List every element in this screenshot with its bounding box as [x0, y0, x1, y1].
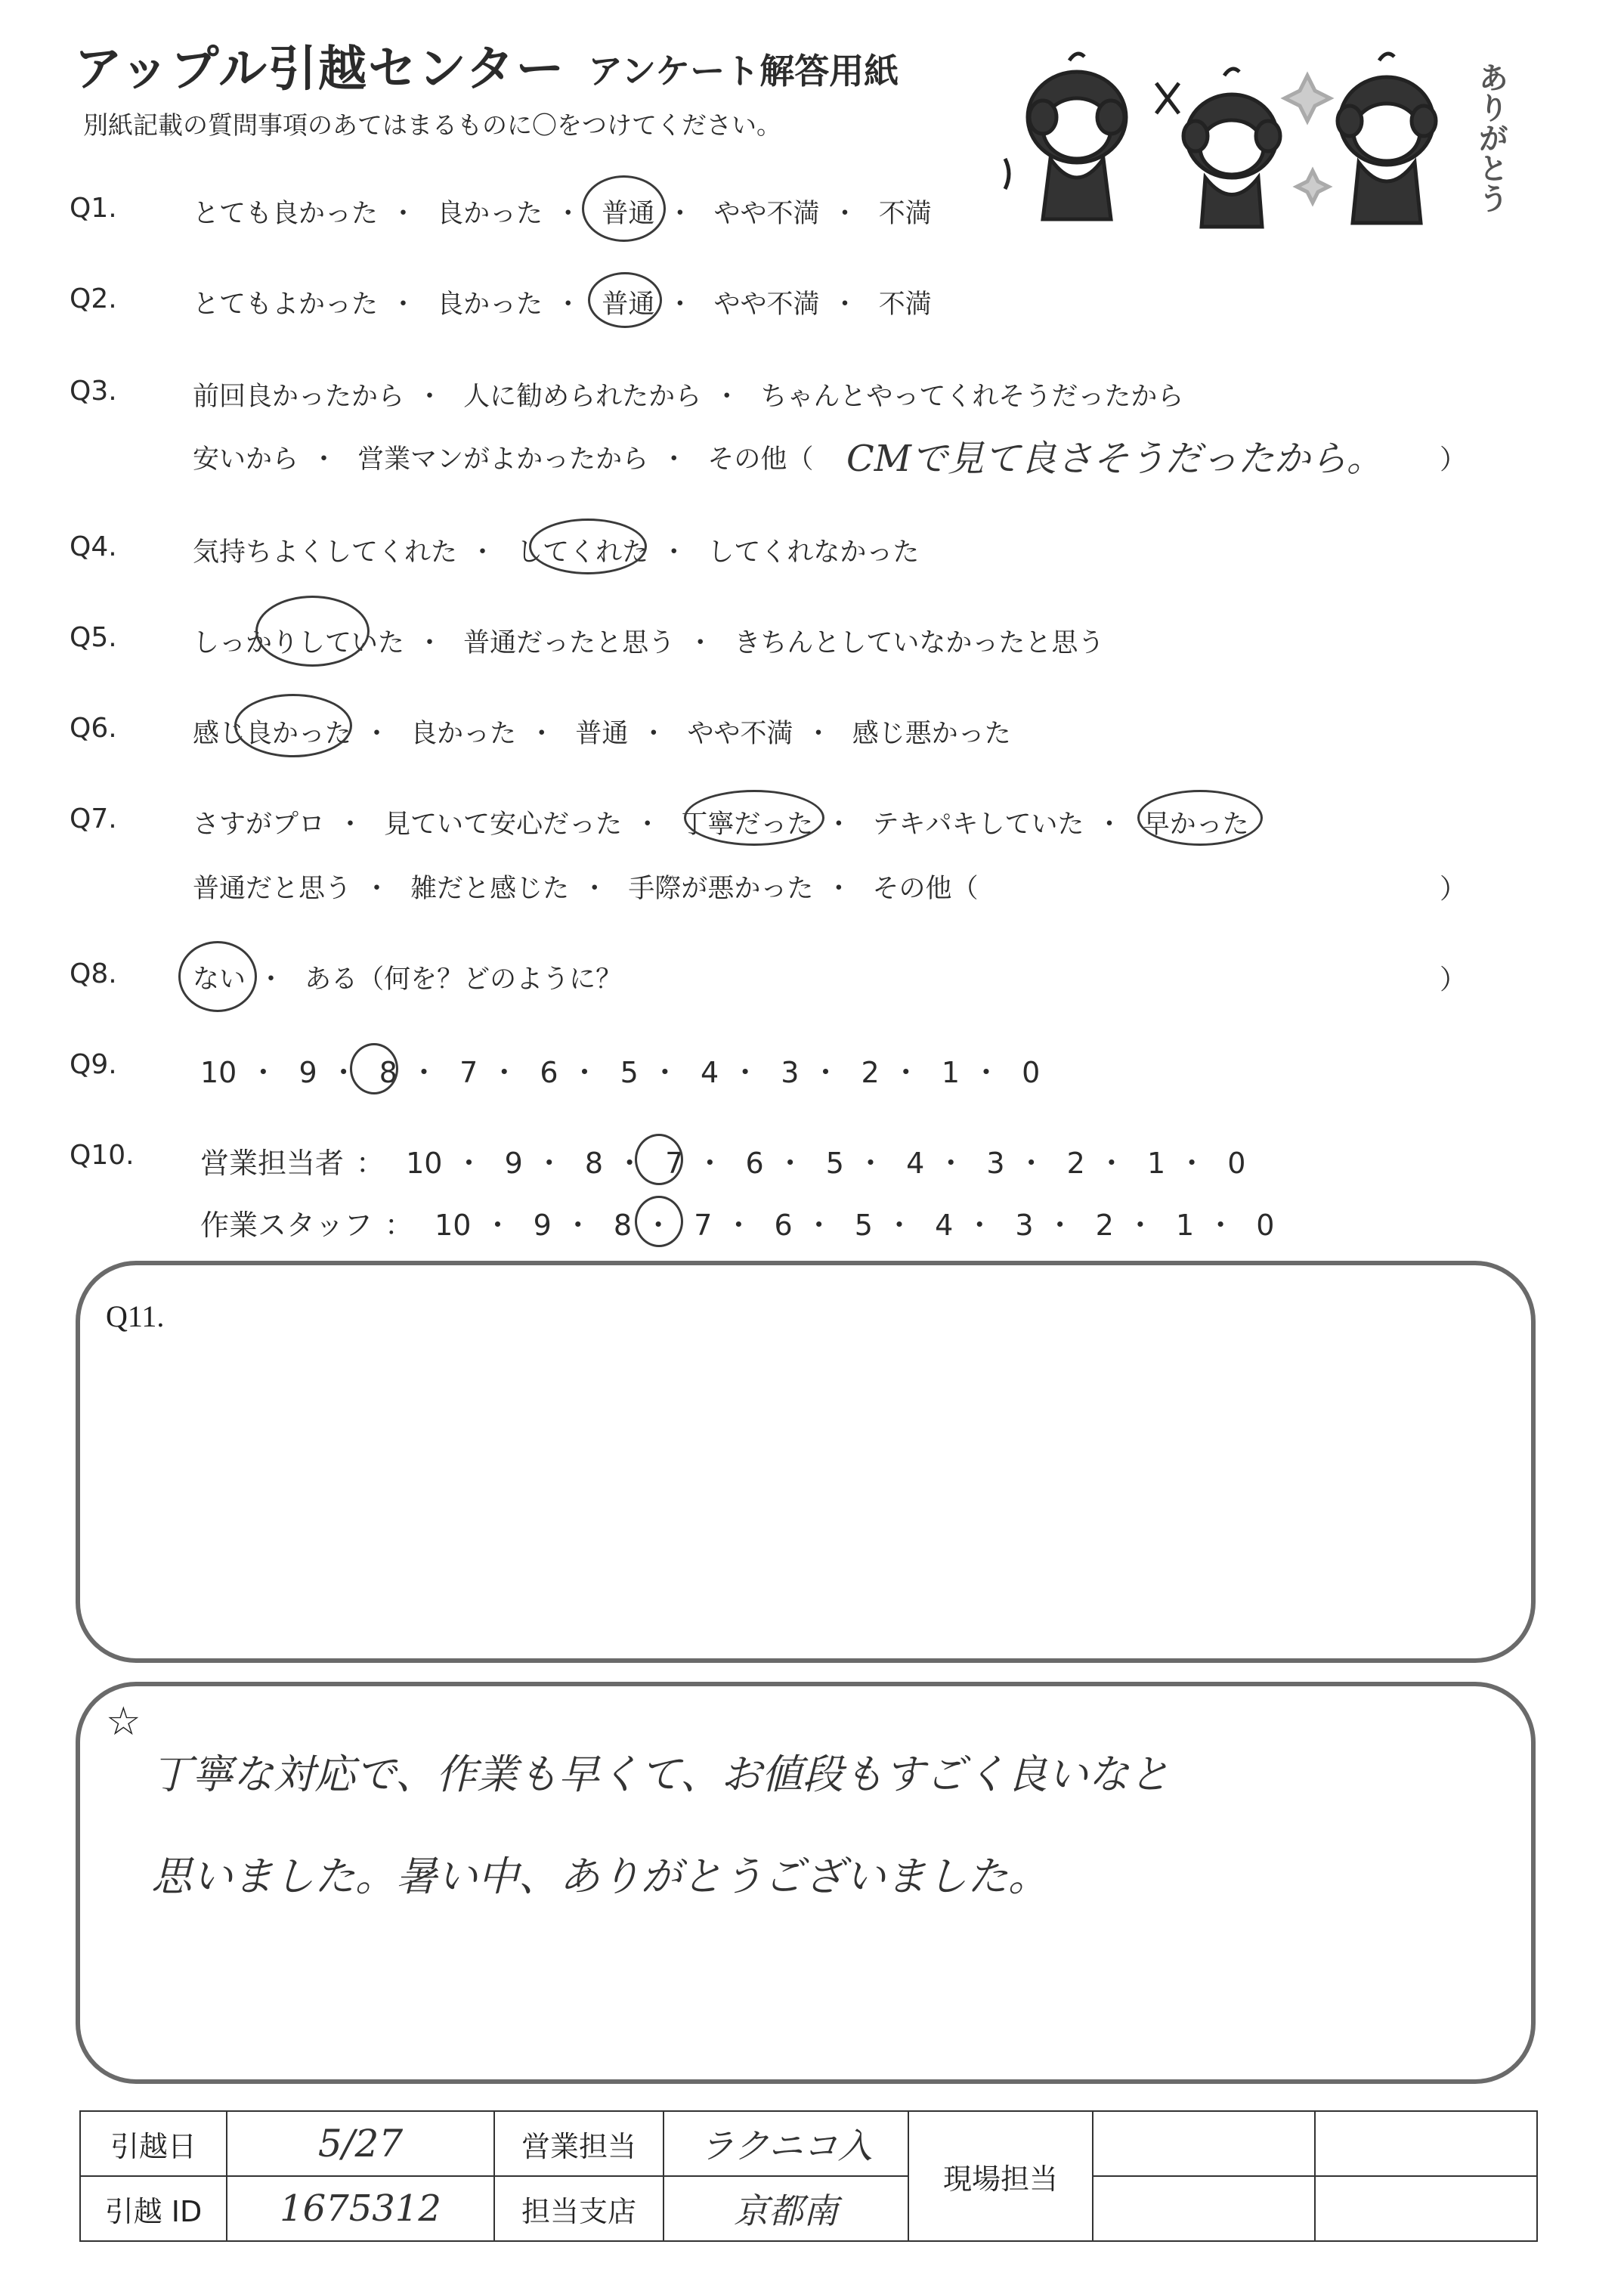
q10-option[interactable]: 5 — [825, 1147, 844, 1180]
q1-option[interactable]: やや不満 — [713, 199, 820, 229]
q7-paren-close: ） — [1440, 874, 1468, 905]
company-title: アップル引越センター — [74, 42, 566, 98]
q1-option[interactable]: とても良かった — [193, 199, 379, 229]
q1-option[interactable]: 良かった — [437, 199, 543, 229]
q1-options: とても良かった ・ 良かった ・ 普通 ・ やや不満 ・ 不満 — [193, 199, 932, 229]
q9-option[interactable]: 1 — [941, 1056, 960, 1089]
q7-options-line2: 普通だと思う ・ 雑だと感じた ・ 手際が悪かった ・ その他（ — [193, 874, 979, 904]
q6-option[interactable]: 普通 — [575, 719, 629, 749]
q4-option[interactable]: してくれなかった — [707, 537, 920, 568]
q9-option[interactable]: 5 — [620, 1056, 639, 1089]
q3-option[interactable]: 営業マンがよかったから — [357, 444, 649, 475]
q9-option[interactable]: 10 — [200, 1056, 237, 1089]
q10-option[interactable]: 4 — [935, 1209, 954, 1242]
q6-options: 感じ良かった ・ 良かった ・ 普通 ・ やや不満 ・ 感じ悪かった — [193, 719, 1011, 749]
comment-line-2[interactable]: 思いました。暑い中、ありがとうございました。 — [151, 1853, 1049, 1900]
q10-option[interactable]: 4 — [906, 1147, 925, 1180]
branch-value[interactable] — [664, 2176, 908, 2241]
q9-option-selected[interactable]: 8 — [379, 1056, 397, 1089]
q10-option[interactable]: 1 — [1175, 1209, 1195, 1242]
sales-label: 営業担当 — [494, 2111, 664, 2176]
q10-row-name: 作業スタッフ — [200, 1209, 373, 1242]
q6-option[interactable]: 感じ悪かった — [852, 719, 1011, 749]
thanks-text: ありがとう — [1474, 62, 1508, 213]
q3-other-text[interactable]: CMで見て良さそうだったから。 — [846, 438, 1383, 480]
q11-box[interactable] — [76, 1261, 1536, 1663]
q10-option[interactable]: 10 — [435, 1209, 472, 1242]
q5-option[interactable]: きちんとしていなかったと思う — [734, 628, 1105, 658]
q5-option-selected[interactable]: しっかりしていた — [193, 628, 405, 658]
q3-option[interactable]: 安いから — [193, 444, 299, 475]
q9-options: 10 ・ 9 ・ 8 ・ 7 ・ 6 ・ 5 ・ 4 ・ 3 ・ 2 ・ 1 ・ 0 — [200, 1056, 1041, 1089]
q10-row-staff: 作業スタッフ ： 10 ・ 9 ・ 8 ・ 7 ・ 6 ・ 5 ・ 4 ・ 3 ・ 2 ・ 1 ・ 0 — [200, 1209, 1275, 1242]
mascot-1 — [1005, 54, 1126, 219]
q3-option-other[interactable]: その他（ — [707, 444, 814, 475]
q3-option[interactable]: 人に勧められたから — [463, 382, 702, 412]
q10-option[interactable]: 9 — [504, 1147, 523, 1180]
sales-value[interactable] — [664, 2111, 908, 2176]
q10-row-sales: 営業担当者 ： 10 ・ 9 ・ 8 ・ 7 ・ 6 ・ 5 ・ 4 ・ 3 ・ 2 ・ 1 ・ 0 — [200, 1147, 1246, 1180]
q10-option[interactable]: 8 — [584, 1147, 604, 1180]
move-date-value[interactable] — [227, 2111, 494, 2176]
q10-option[interactable]: 9 — [533, 1209, 552, 1242]
move-date-label: 引越日 — [80, 2111, 227, 2176]
q11-label: Q11. — [106, 1299, 165, 1333]
q9-option[interactable]: 6 — [540, 1056, 558, 1089]
q10-row-name: 営業担当者 — [200, 1147, 345, 1180]
q9-option[interactable]: 0 — [1022, 1056, 1041, 1089]
q10-option-selected[interactable]: 7 — [694, 1209, 713, 1242]
q3-option[interactable]: 前回良かったから — [193, 382, 405, 412]
q8-option[interactable]: ある（何を？どのように？ — [305, 964, 623, 995]
q10-option[interactable]: 2 — [1095, 1209, 1114, 1242]
form-subtitle: アンケート解答用紙 — [588, 51, 899, 91]
q3-paren-close: ） — [1440, 444, 1468, 475]
q10-option[interactable]: 0 — [1227, 1147, 1246, 1180]
site-cell-1[interactable] — [1093, 2111, 1315, 2176]
q2-options: とてもよかった ・ 良かった ・ 普通 ・ やや不満 ・ 不満 — [193, 289, 932, 320]
q2-option[interactable]: やや不満 — [713, 289, 820, 320]
q10-option[interactable]: 10 — [406, 1147, 443, 1180]
q7-options-line1: さすがプロ ・ 見ていて安心だった ・ 丁寧だった ・ テキパキしていた ・ 早かった — [193, 810, 1249, 840]
move-id-text: 1675312 — [280, 2187, 441, 2230]
q4-option[interactable]: 気持ちよくしてくれた — [193, 537, 458, 568]
q1-label: Q1. — [70, 193, 117, 224]
q2-option-selected[interactable]: 普通 — [602, 289, 655, 320]
move-id-value[interactable] — [227, 2176, 494, 2241]
q7-option[interactable]: さすがプロ — [193, 810, 326, 840]
q5-options: しっかりしていた ・ 普通だったと思う ・ きちんとしていなかったと思う — [193, 628, 1105, 658]
q8-options: ない ・ ある（何を？どのように？ — [193, 964, 623, 995]
q10-option[interactable]: 8 — [613, 1209, 633, 1242]
q7-option[interactable]: 雑だと感じた — [410, 874, 570, 904]
star-icon: ☆ — [106, 1701, 141, 1744]
q10-option[interactable]: 0 — [1256, 1209, 1275, 1242]
q1-option-selected[interactable]: 普通 — [602, 199, 655, 229]
q7-option-other[interactable]: その他（ — [872, 874, 979, 904]
move-id-label: 引越 ID — [80, 2176, 227, 2241]
sales-text: ラクニコ入 — [699, 2125, 873, 2166]
comment-line-1[interactable]: 丁寧な対応で、作業も早くて、お値段もすごく良いなと — [151, 1751, 1170, 1798]
q6-option-selected[interactable]: 感じ良かった — [193, 719, 352, 749]
q7-option[interactable]: 普通だと思う — [193, 874, 352, 904]
q6-option[interactable]: やや不満 — [687, 719, 793, 749]
q7-option[interactable]: 見ていて安心だった — [384, 810, 623, 840]
q1-option[interactable]: 不満 — [878, 199, 932, 229]
footer-table — [79, 2110, 1538, 2242]
q10-option-selected[interactable]: 7 — [665, 1147, 684, 1180]
site-cell-3[interactable] — [1093, 2176, 1315, 2241]
q10-option[interactable]: 2 — [1066, 1147, 1085, 1180]
q10-option[interactable]: 6 — [774, 1209, 793, 1242]
q7-option-selected[interactable]: 丁寧だった — [681, 810, 814, 840]
q10-option[interactable]: 3 — [1015, 1209, 1034, 1242]
q7-option[interactable]: テキパキしていた — [872, 810, 1084, 840]
q8-option-selected[interactable]: ない — [193, 964, 246, 995]
mascot-2 — [1156, 69, 1280, 227]
q9-label: Q9. — [70, 1049, 117, 1080]
q3-options-line2: 安いから ・ 営業マンがよかったから ・ その他（ — [193, 444, 814, 475]
q7-label: Q7. — [70, 803, 117, 834]
q5-label: Q5. — [70, 622, 117, 653]
q2-label: Q2. — [70, 283, 117, 314]
mascot-3 — [1285, 54, 1436, 223]
q3-label: Q3. — [70, 376, 117, 407]
q9-option[interactable]: 2 — [861, 1056, 880, 1089]
site-label: 現場担当 — [908, 2111, 1093, 2241]
q8-paren-close: ） — [1440, 964, 1468, 995]
q2-option[interactable]: 良かった — [437, 289, 543, 320]
q3-options-line1: 前回良かったから ・ 人に勧められたから ・ ちゃんとやってくれそうだったから — [193, 382, 1184, 412]
q3-option[interactable]: ちゃんとやってくれそうだったから — [760, 382, 1184, 412]
site-cell-2[interactable] — [1315, 2111, 1537, 2176]
q5-option[interactable]: 普通だったと思う — [463, 628, 676, 658]
site-cell-4[interactable] — [1315, 2176, 1537, 2241]
q2-option[interactable]: とてもよかった — [193, 289, 379, 320]
q9-option[interactable]: 3 — [781, 1056, 800, 1089]
q9-option[interactable]: 4 — [700, 1056, 719, 1089]
move-date-text: 5/27 — [317, 2122, 404, 2166]
q10-label: Q10. — [70, 1140, 135, 1171]
q4-option-selected[interactable]: してくれた — [516, 537, 649, 568]
branch-text: 京都南 — [734, 2190, 838, 2231]
q9-option[interactable]: 9 — [299, 1056, 317, 1089]
q10-option[interactable]: 3 — [986, 1147, 1005, 1180]
instruction-text: 別紙記載の質問事項のあてはまるものに〇をつけてください。 — [83, 110, 781, 140]
q7-option-selected[interactable]: 早かった — [1143, 810, 1249, 840]
q4-label: Q4. — [70, 531, 117, 562]
q6-label: Q6. — [70, 713, 117, 744]
q10-option[interactable]: 6 — [745, 1147, 764, 1180]
q10-option[interactable]: 1 — [1146, 1147, 1166, 1180]
q7-option[interactable]: 手際が悪かった — [628, 874, 814, 904]
q8-label: Q8. — [70, 958, 117, 989]
q2-option[interactable]: 不満 — [878, 289, 932, 320]
q6-option[interactable]: 良かった — [410, 719, 517, 749]
q9-option[interactable]: 7 — [459, 1056, 478, 1089]
q4-options: 気持ちよくしてくれた ・ してくれた ・ してくれなかった — [193, 537, 920, 568]
mascot-illustration — [998, 45, 1542, 242]
branch-label: 担当支店 — [494, 2176, 664, 2241]
q10-option[interactable]: 5 — [854, 1209, 873, 1242]
